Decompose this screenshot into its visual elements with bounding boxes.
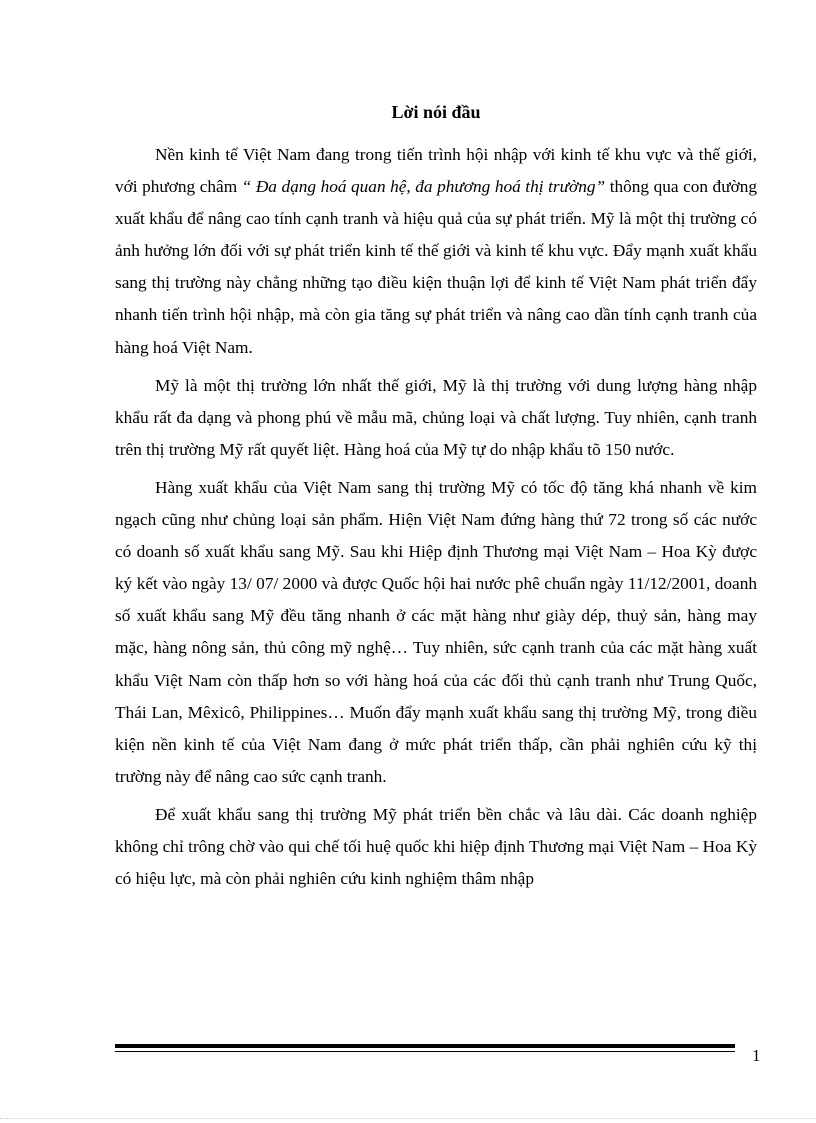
paragraph-1-quote: “ Đa dạng hoá quan hệ, đa phương hoá thị trường”: [241, 177, 606, 197]
footer-divider-thin-line: [115, 1051, 735, 1052]
document-body: [115, 139, 757, 895]
page-title: Lời nói đầu: [391, 102, 481, 122]
paragraph-3: Hàng xuất khẩu của Việt Nam sang thị trường Mỹ có tốc độ tăng khá nhanh về kim ngạch cũng như chủng loại sản phẩm. Hiện Việt Nam đứng hàng thứ 72 trong số các nước có doanh số xuất khẩu sang Mỹ. Sau khi Hiệp định Thương mại Việt Nam – Hoa Kỳ được ký kết vào ngày 13/ 07/ 2000 và được Quốc hội hai nước phê chuẩn ngày 11/12/2001, doanh số xuất khẩu sang Mỹ đều tăng nhanh ở các mặt hàng như giày dép, thuỷ sản, hàng may mặc, hàng nông sản, thủ công mỹ nghệ… Tuy nhiên, sức cạnh tranh của các mặt hàng xuất khẩu Việt Nam còn thấp hơn so với hàng hoá của các đối thủ cạnh tranh như Trung Quốc, Thái Lan, Mêxicô, Philippines… Muốn đẩy mạnh xuất khẩu sang thị trường Mỹ, trong điều kiện nền kinh tế của Việt Nam đang ở mức phát triển thấp, cần phải nghiên cứu kỹ thị trường này để nâng cao sức cạnh tranh.: [115, 477, 757, 786]
footer-divider-thick-line: [115, 1044, 735, 1048]
paragraph-2: Mỹ là một thị trường lớn nhất thế giới, Mỹ là thị trường với dung lượng hàng nhập khẩu rất đa dạng và phong phú về mẫu mã, chủng loại và chất lượng. Tuy nhiên, cạnh tranh trên thị trường Mỹ rất quyết liệt. Hàng hoá của Mỹ tự do nhập khẩu tõ 150 nước.: [115, 375, 757, 459]
paragraph-1: [115, 139, 757, 364]
paragraph-1-text-start: Nền kinh tế Việt Nam đang trong tiến trình hội nhập với kinh tế khu vực và thế giới, với phương châm: [115, 145, 757, 197]
page-bottom-edge: [0, 1118, 816, 1119]
paragraph-4: Để xuất khẩu sang thị trường Mỹ phát triển bền chắc và lâu dài. Các doanh nghiệp không chỉ trông chờ vào qui chế tối huệ quốc khi hiệp định Thương mại Việt Nam – Hoa Kỳ có hiệu lực, mà còn phải nghiên cứu kinh nghiệm thâm nhập: [115, 804, 757, 889]
paragraph-1-text-end: thông qua con đường xuất khẩu để nâng cao tính cạnh tranh và hiệu quả của sự phát triển. Mỹ là một thị trường có ảnh hưởng lớn đối với sự phát triển kinh tế thế giới và kinh tế khu vực. Đẩy mạnh xuất khẩu sang thị trường này chẳng những tạo điều kiện thuận lợi để kinh tế Việt Nam phát triển đẩy nhanh tiến trình hội nhập, mà còn gia tăng sự phát triển và nâng cao dần tính cạnh tranh của hàng hoá Việt Nam.: [115, 177, 757, 357]
footer-divider: [115, 1044, 735, 1053]
page-number: 1: [752, 1046, 761, 1065]
